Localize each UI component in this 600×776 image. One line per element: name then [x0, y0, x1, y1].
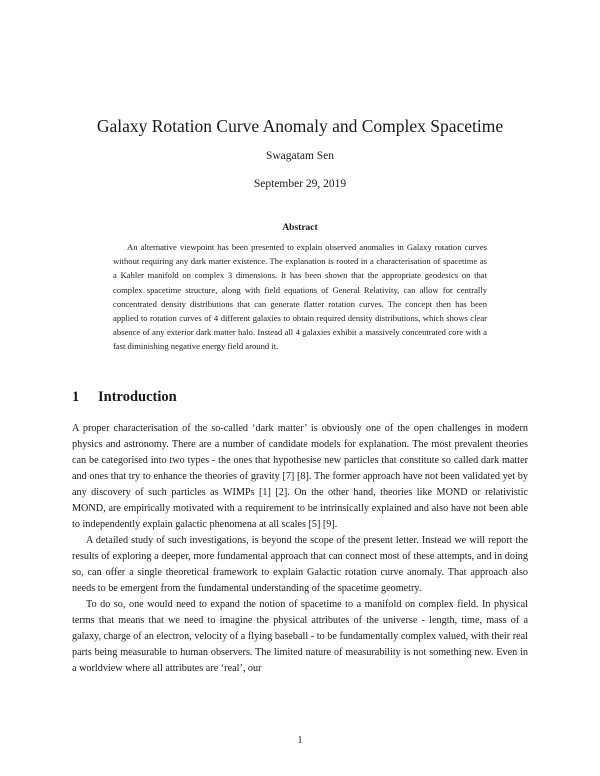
section-heading [72, 389, 177, 406]
paragraph: A proper characterisation of the so-called ‘dark matter’ is obviously one of the open challenges in modern physics and astronomy. There are a number of candidate models for explanation. The most prevalent theories can be categorised into two types - the ones that hypothesise new particles that constitute so called dark matter and ones that try to enhance the theories of gravity [7] [8]. The former approach have not been validated yet by any discovery of such particles as WIMPs [1] [2]. On the other hand, theories like MOND or relativistic MOND, are empirically motivated with a requirement to be intrinsically explained and also have not been able to independently explain galactic phenomena at all scales [5] [9]. [72, 423, 528, 530]
paragraph: A detailed study of such investigations, is beyond the scope of the present letter. Instead we will report the results of exploring a deeper, more fundamental approach that can connect most of these attempts, and in doing so, can offer a single theoretical framework to explain Galactic rotation curve anomaly. That approach also needs to be emergent from the fundamental understanding of the spacetime geometry. [72, 535, 528, 594]
author-name: Swagatam Sen [265, 150, 335, 162]
publication-date: September 29, 2019 [253, 178, 347, 190]
abstract-text: An alternative viewpoint has been presented to explain observed anomalies in Galaxy rotation curves without requiring any dark matter existence. The explanation is rooted in a characterisation of spacetime as a Kahler manifold on complex 3 dimensions. It has been shown that the appropriate geodesics on that complex spacetime structure, along with field equations of General Relativity, can allow for centrally concentrated density distributions that can generate flatter rotation curves. The concept then has been applied to rotation curves of 4 different galaxies to obtain required density distributions, which shows clear absence of any exterior dark matter halo. Instead all 4 galaxies exhibit a massively concentrated core with a fast diminishing negative energy field around it. [113, 242, 487, 352]
page-number: 1 [297, 735, 303, 746]
section-title: Introduction [98, 389, 177, 405]
paper-title: Galaxy Rotation Curve Anomaly and Complex Spacetime [96, 116, 504, 136]
paragraph: To do so, one would need to expand the notion of spacetime to a manifold on complex field. In physical terms that means that we need to imagine the physical attributes of the universe - length, time, mass of a galaxy, charge of an electron, velocity of a flying baseball - to be fundamentally complex valued, with their real parts being measurable to human observers. The limited nature of measurability is not something new. Even in a worldview where all attributes are ‘real’, our [72, 599, 528, 674]
section-body [72, 421, 528, 677]
section-number: 1 [72, 389, 80, 405]
abstract-heading: Abstract [282, 223, 318, 233]
